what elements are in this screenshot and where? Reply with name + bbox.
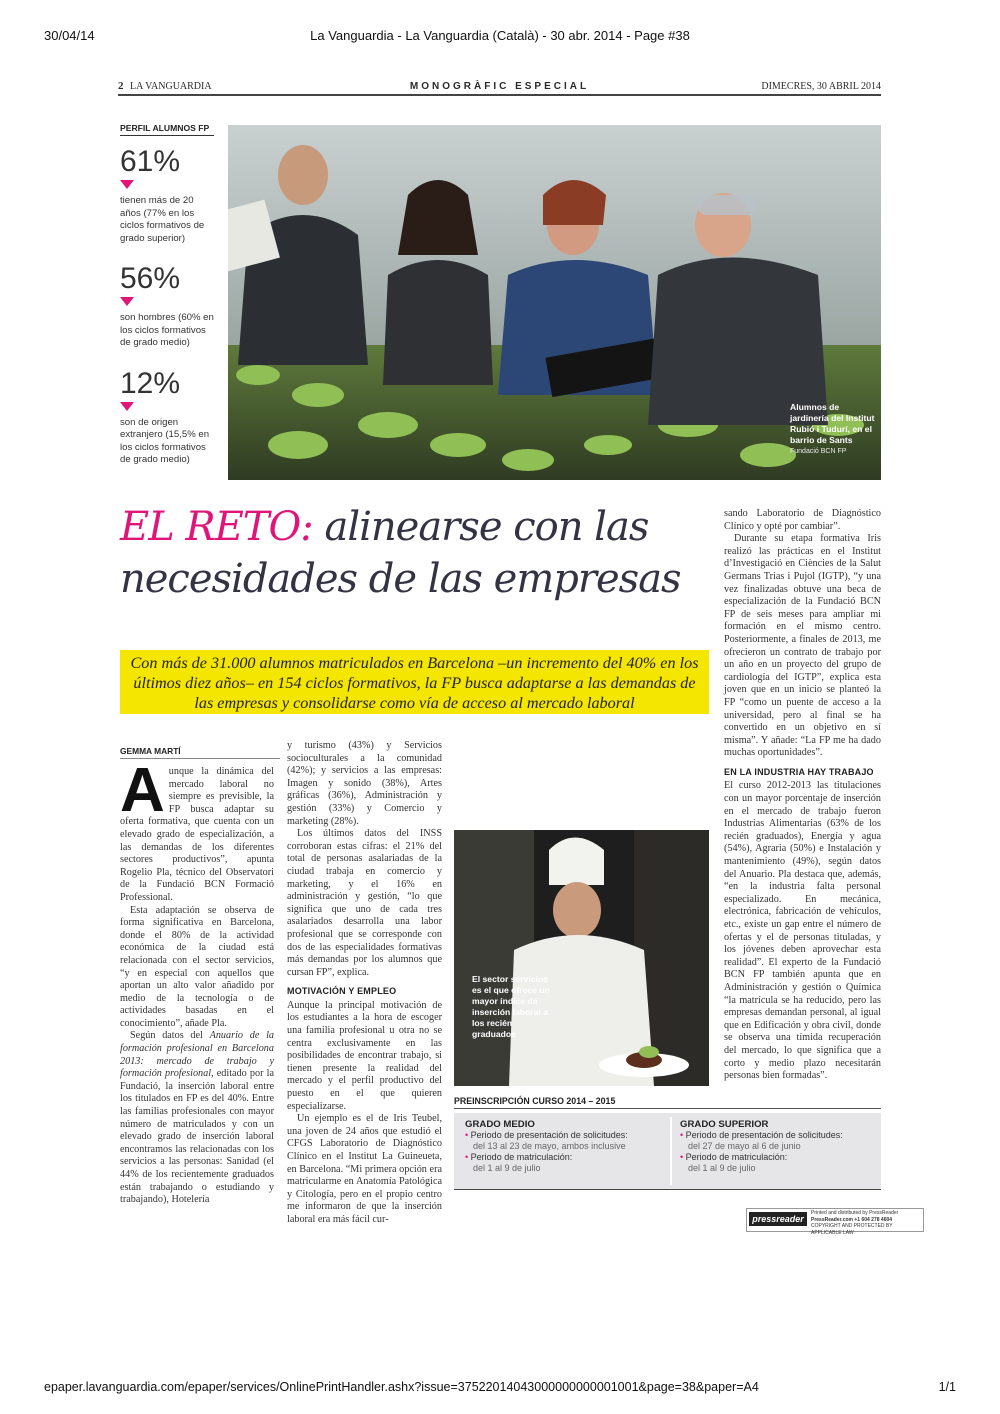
subheading: EN LA INDUSTRIA HAY TRABAJO: [724, 766, 874, 777]
preinscripcion-panel: [454, 1113, 881, 1190]
pink-triangle-icon: [120, 297, 134, 306]
stat-block: [120, 368, 214, 467]
paragraph: Esta adaptación se observa de forma significativa en Barcelona, donde el 80% de la actividad económica de la ciudad está relacionada con el sector servicios, “y en especial con aquellos que aportan un alto valor añadido por medio de la tecnología o de actividades basadas en el conocimiento”, añade Pla.: [120, 904, 274, 1029]
preinscripcion-box: [454, 1096, 881, 1190]
headline: [120, 502, 720, 606]
date-item: • Periodo de presentación de solicitudes:: [465, 1130, 628, 1140]
stat-desc: son hombres (60% en los ciclos formativos de grado medio): [120, 312, 214, 348]
paper-name: LA VANGUARDIA: [130, 81, 212, 92]
date-value: del 27 de mayo al 6 de junio: [688, 1141, 801, 1151]
preinscripcion-heading: PREINSCRIPCIÓN CURSO 2014 – 2015: [454, 1096, 881, 1109]
subheading: MOTIVACIÓN Y EMPLEO: [287, 986, 397, 997]
masthead-rule: [118, 94, 881, 96]
date-item: • Periodo de matriculación:: [680, 1152, 788, 1162]
paragraph: Según datos del Anuario de la formación profesional en Barcelona 2013: mercado de trabajo y formación profesional, editado por la Fundació, la inserción laboral entre los titulados en FP es del 40%. Entre las familias profesionales con mayor número de matriculados y con un elevado grado de inserción laboral encontramos las relacionadas con los servicios a las personas: Sanidad (el 44% de los recientemente graduados están trabajando o estudiando y trabajando), Hotelería: [120, 1030, 274, 1206]
grado-superior: [680, 1119, 878, 1174]
students-photo: [228, 125, 881, 480]
headline-line1: [120, 502, 720, 552]
byline: GEMMA MARTÍ: [120, 746, 280, 759]
masthead: [118, 80, 881, 94]
stat-desc: son de origen extranjero (15,5% en los ciclos formativos de grado medio): [120, 416, 210, 465]
greenhouse-photo-illustration: [228, 125, 881, 480]
paragraph: Los últimos datos del INSS corroboran estas cifras: el 21% del total de personas asalariadas de la ciudad trabaja en comercio y marketing, y el 16% en administración y gestión, “lo que significa que uno de cada tres asalariados desarrolla una labor profesional que se corresponde con dos de las especialidades formativas más demandas por los alumnos que cursan FP”, explica.: [287, 828, 442, 978]
stat-value: 61%: [120, 145, 181, 178]
date-value: del 1 al 9 de julio: [688, 1163, 756, 1173]
pressreader-badge[interactable]: [746, 1208, 924, 1236]
standfirst-box: [120, 650, 709, 714]
stat-value: 12%: [120, 366, 181, 400]
print-footer-url[interactable]: epaper.lavanguardia.com/epaper/services/OnlinePrintHandler.ashx?issue=37522014043000000000001001&page=38&paper=A4: [44, 1380, 759, 1394]
stat-value: 56%: [120, 262, 181, 295]
caption-text: Alumnos de jardinería del Institut Rubió i Tudurí, en el barrio de Sants: [790, 402, 875, 445]
stat-desc: tienen más de 20 años (77% en los ciclos formativos de grado superior): [120, 195, 205, 244]
headline-line1-rest: alinearse con las: [324, 504, 649, 550]
page-number: 2: [118, 80, 124, 92]
paragraph: Un ejemplo es el de Iris Teubel, una joven de 24 años que estudió el CFGS Laboratorio de Diagnóstico Clínico en el Institut La Guineueta, en Barcelona. “Mi primera opción era matricularme en Anatomía Patológica y Citología, pero en el propio centro me informaron de que la inserción laboral era más fácil cur-: [287, 1113, 442, 1225]
stat-block: [120, 146, 214, 245]
paragraph: y turismo (43%) y Servicios socioculturales a la comunidad (42%); y servicios a las empresas: Imagen y sonido (38%), Artes gráficas (36%), Administración y gestión (33%) y Comercio y marketing (28%).: [287, 740, 442, 827]
chef-photo: [454, 830, 709, 1086]
grado-medio-title: GRADO MEDIO: [465, 1119, 535, 1130]
date-value: del 13 al 23 de mayo, ambos inclusive: [473, 1141, 626, 1151]
pink-triangle-icon: [120, 402, 134, 411]
pink-triangle-icon: [120, 180, 134, 189]
chef-photo-illustration: [454, 830, 709, 1086]
sidebar-heading: PERFIL ALUMNOS FP: [120, 123, 214, 136]
article-column-4: [724, 508, 881, 1083]
section-name: MONOGRÀFIC ESPECIAL: [409, 81, 590, 92]
date-item: • Periodo de presentación de solicitudes:: [680, 1130, 843, 1140]
pressreader-text: Printed and distributed by PressReader PressReader.com +1 604 278 4604 COPYRIGHT AND PROTECTED BY APPLICABLE LAW: [811, 1210, 899, 1236]
panel-divider: [670, 1117, 672, 1185]
headline-accent: EL RETO:: [120, 504, 313, 550]
edition-date: DIMECRES, 30 ABRIL 2014: [761, 81, 881, 92]
date-item: • Periodo de matriculación:: [465, 1152, 573, 1162]
top-photo-caption: [790, 402, 880, 455]
headline-line2: necesidades de las empresas: [120, 556, 681, 602]
stat-block: [120, 263, 214, 350]
standfirst-text: Con más de 31.000 alumnos matriculados en Barcelona –un incremento del 40% en los últimos diez años– en 154 ciclos formativos, la FP busca adaptarse a las demandas de las empresas y consolidarse como vía de acceso al mercado laboral: [130, 654, 699, 712]
chef-photo-caption: El sector servicios es el que ofrece un mayor índice de inserción laboral a los recién graduados: [472, 974, 550, 1039]
print-footer-pages: 1/1: [938, 1380, 956, 1394]
pressreader-logo: pressreader: [749, 1212, 807, 1226]
drop-cap: A: [120, 756, 165, 825]
sidebar-profile: [120, 123, 214, 467]
article-column-2: [287, 740, 442, 1227]
print-title: La Vanguardia - La Vanguardia (Català) - 30 abr. 2014 - Page #38: [310, 28, 690, 43]
photo-credit: Fundació BCN FP: [790, 448, 847, 455]
article-column-1: [120, 756, 274, 1207]
grado-superior-title: GRADO SUPERIOR: [680, 1119, 769, 1130]
grado-medio: [465, 1119, 663, 1174]
paragraph: unque la dinámica del mercado laboral no siempre es previsible, la FP busca adaptar su oferta formativa, que cuenta con un elevado grado de especialización, a las demandas de los diferentes sectores productivos”, apunta Rogelio Pla, técnico del Observatori de la Fundació BCN Formació Professional.: [120, 766, 274, 903]
paragraph: sando Laboratorio de Diagnóstico Clínico y opté por cambiar”.: [724, 508, 881, 532]
date-value: del 1 al 9 de julio: [473, 1163, 541, 1173]
paragraph: El curso 2012-2013 las titulaciones con un mayor porcentaje de inserción en el mercado de trabajo fueron Industrias Alimentarias (63% de los recién graduados), Energía y agua (54%), Agraria (50%) e Instalación y mantenimiento (49%), según datos del Anuario. Pla destaca que, además, “en la industria falta personal especializado. En mecánica, electrónica, fabricación de vehículos, etc., existe un gap entre el número de ofertas y el de personas tituladas, y los jóvenes deben aprovechar esta realidad”. El experto de la Fundació BCN FP también apunta que en Administración y gestión o Química “la matrícula se ha reducido, pero las empresas demandan personal, al igual que en Edificación y obra civil, donde se observa una tímida recuperación del mercado, lo que significa que a corto y medio plazo necesitarán personas bien formadas”.: [724, 780, 881, 1082]
paragraph: Aunque la principal motivación de los estudiantes a la hora de escoger una familia profesional u otra no se centra exclusivamente en las posibilidades de encontrar trabajo, si tienen presente la realidad del mercado y el perfil productivo del puesto en el que quieren especializarse.: [287, 999, 442, 1112]
paragraph: Durante su etapa formativa Iris realizó las prácticas en el Institut d’Investigació en Ciències de la Salut Germans Trias i Pujol (IGTP), “y una vez finalizadas obtuve una beca de especialización de la Fundació BCN FP de seis meses para ampliar mi formación en el mismo centro. Posteriormente, a finales de 2013, me ofrecieron un contrato de trabajo por un año en un proyecto del grupo de cardiología del IGTP”, explica esta joven que en un inicio se planteó la FP “como un puente de acceso a la universidad, pero al final se ha convertido en un objetivo en sí misma”. Y añade: “La FP me ha dado muchas oportunidades”.: [724, 533, 881, 759]
print-date: 30/04/14: [44, 28, 95, 43]
